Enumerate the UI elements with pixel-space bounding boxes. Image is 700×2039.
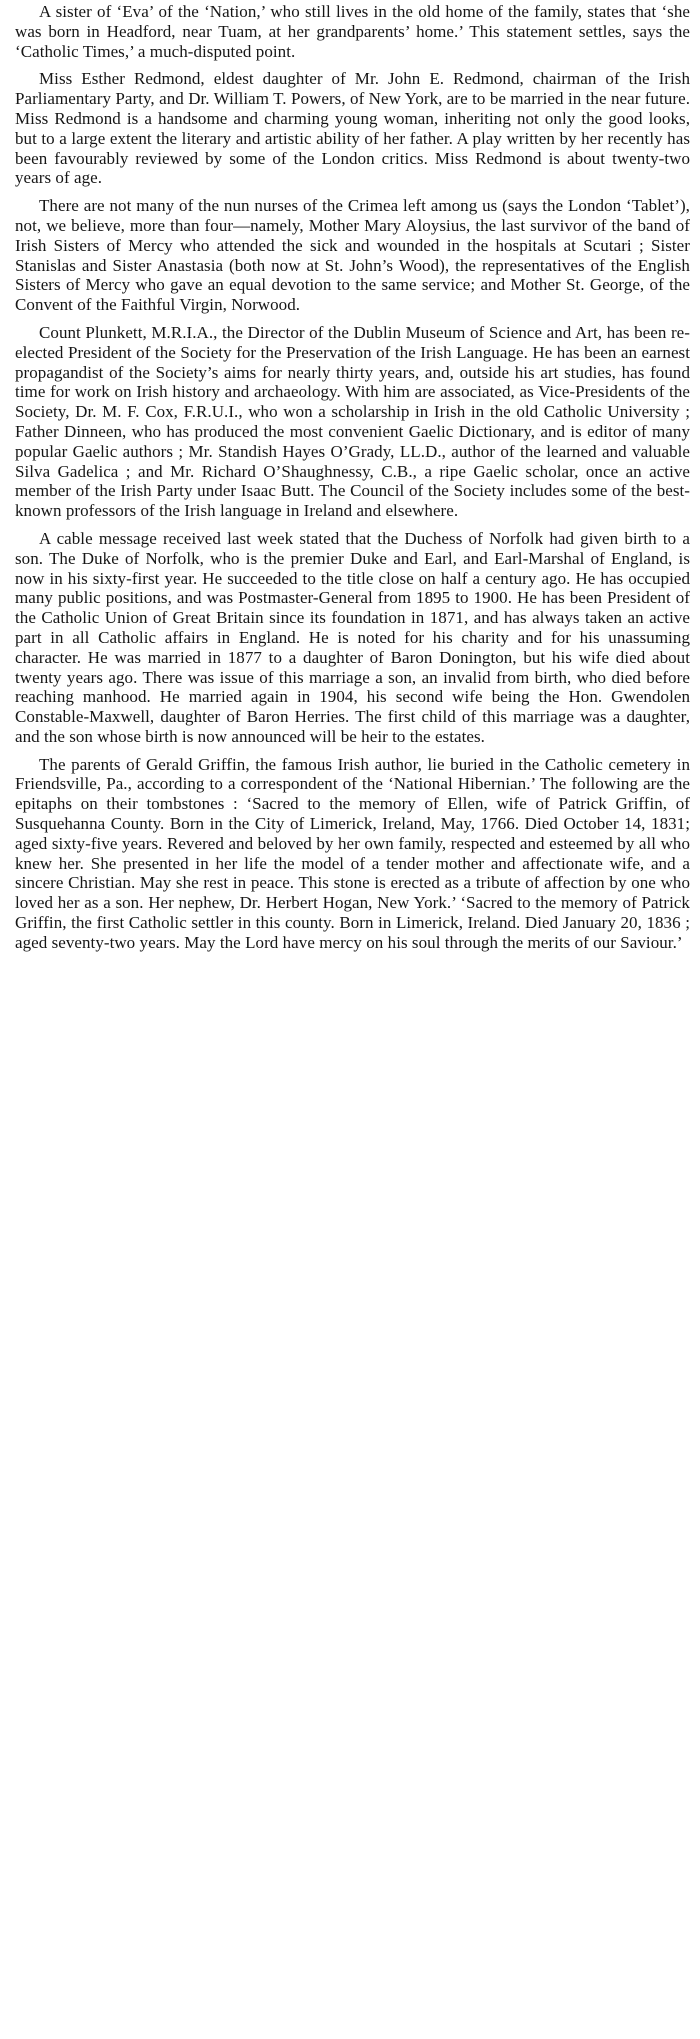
paragraph-duke-of-norfolk: A cable message received last week stated that the Duchess of Norfolk had given birth to a son. The Duke of Norfolk, who is the premier Duke and Earl, and Earl-Marshal of England, is now in his sixty-first year. He succeeded to the title close on half a century ago. He has occupied many public positions, and was Postmaster-General from 1895 to 1900. He has been President of the Catholic Union of Great Britain since its foundation in 1871, and has always taken an active part in all Catholic affairs in England. He is noted for his charity and for his unassuming character. He was married in 1877 to a daughter of Baron Donington, but his wife died about twenty years ago. There was issue of this marriage a son, an invalid from birth, who died before reaching manhood. He married again in 1904, his second wife being the Hon. Gwendolen Constable-Maxwell, daughter of Baron Herries. The first child of this marriage was a daughter, and the son whose birth is now announced will be heir to the estates.	[15, 528, 690, 746]
paragraph-gerald-griffin-parents: The parents of Gerald Griffin, the famous Irish author, lie buried in the Catholic cemetery in Friendsville, Pa., according to a correspondent of the ‘National Hibernian.’ The following are the epitaphs on their tombstones : ‘Sacred to the memory of Ellen, wife of Patrick Griffin, of Susquehanna County. Born in the City of Limerick, Ireland, May, 1766. Died October 14, 1831; aged sixty-five years. Revered and beloved by her own family, respected and esteemed by all who knew her. She presented in her life the model of a tender mother and affectionate wife, and a sincere Christian. May she rest in peace. This stone is erected as a tribute of affection by one who loved her as a son. Her nephew, Dr. Herbert Hogan, New York.’ ‘Sacred to the memory of Patrick Griffin, the first Catholic settler in this county. Born in Limerick, Ireland. Died January 20, 1836 ; aged seventy-two years. May the Lord have mercy on his soul through the merits of our Saviour.’	[15, 754, 690, 952]
paragraph-count-plunkett: Count Plunkett, M.R.I.A., the Director of the Dublin Museum of Science and Art, has been re-elected President of the Society for the Preservation of the Irish Language. He has been an earnest propagandist of the Society’s aims for nearly thirty years, and, outside his art studies, has found time for work on Irish history and archaeology. With him are associated, as Vice-Presidents of the Society, Dr. M. F. Cox, F.R.U.I., who won a scholarship in Irish in the old Catholic University ; Father Dinneen, who has produced the most convenient Gaelic Dictionary, and is editor of many popular Gaelic authors ; Mr. Standish Hayes O’Grady, LL.D., author of the learned and valuable Silva Gadelica ; and Mr. Richard O’Shaughnessy, C.B., a ripe Gaelic scholar, once an active member of the Irish Party under Isaac Butt. The Council of the Society includes some of the best-known professors of the Irish language in Ireland and elsewhere.	[15, 322, 690, 521]
paragraph-esther-redmond: Miss Esther Redmond, eldest daughter of Mr. John E. Redmond, chairman of the Irish Parliamentary Party, and Dr. William T. Powers, of New York, are to be married in the near future. Miss Redmond is a handsome and charming young woman, inheriting not only the good looks, but to a large extent the literary and artistic ability of her father. A play written by her recently has been favourably reviewed by some of the London critics. Miss Redmond is about twenty-two years of age.	[15, 69, 690, 188]
paragraph-eva-of-the-nation: A sister of ‘Eva’ of the ‘Nation,’ who still lives in the old home of the family, states that ‘she was born in Headford, near Tuam, at her grandparents’ home.’ This statement settles, says the ‘Catholic Times,’ a much-disputed point.	[15, 2, 690, 61]
paragraph-nun-nurses-crimea: There are not many of the nun nurses of the Crimea left among us (says the London ‘Tablet’), not, we believe, more than four—namely, Mother Mary Aloysius, the last survivor of the band of Irish Sisters of Mercy who attended the sick and wounded in the hospitals at Scutari ; Sister Stanislas and Sister Anastasia (both now at St. John’s Wood), the representatives of the English Sisters of Mercy who gave an equal devotion to the same service; and Mother St. George, of the Convent of the Faithful Virgin, Norwood.	[15, 196, 690, 315]
